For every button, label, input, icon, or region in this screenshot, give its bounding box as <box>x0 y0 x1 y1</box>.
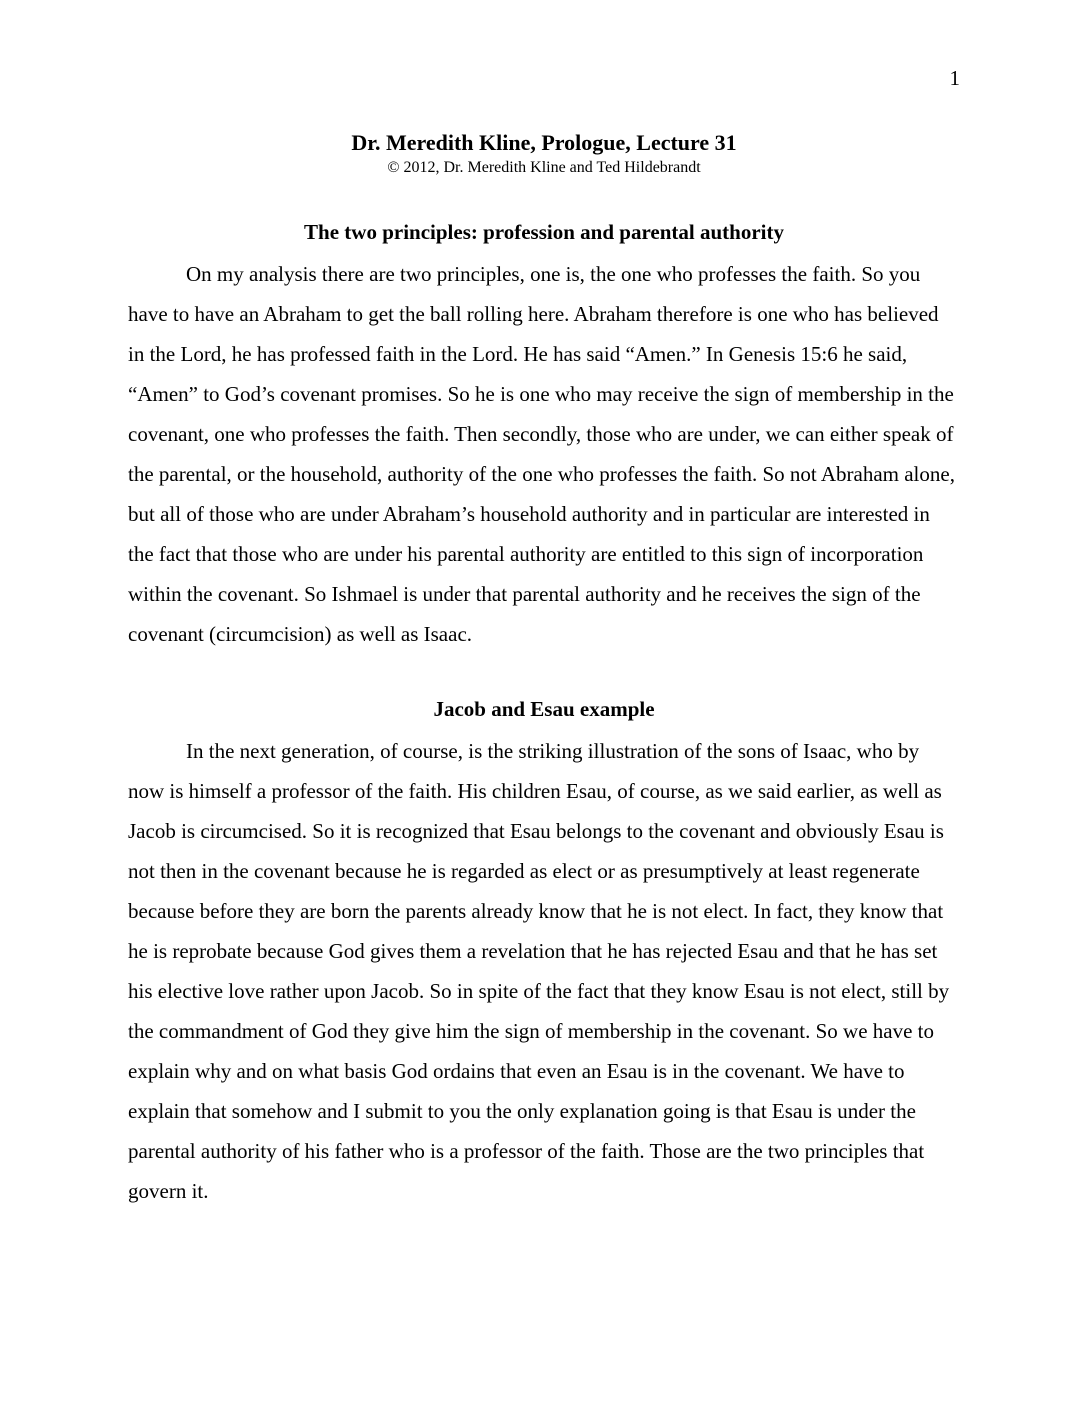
copyright-line: © 2012, Dr. Meredith Kline and Ted Hildebrandt <box>387 159 701 176</box>
page-number: 1 <box>949 66 960 90</box>
section-jacob-esau <box>128 696 960 1211</box>
section-heading: The two principles: profession and parental authority <box>304 220 784 244</box>
lecture-title: Dr. Meredith Kline, Prologue, Lecture 31 <box>351 130 737 155</box>
section-two-principles <box>128 219 960 654</box>
section-heading: Jacob and Esau example <box>433 697 655 721</box>
section-paragraph: In the next generation, of course, is the striking illustration of the sons of Isaac, who by now is himself a professor of the faith. His children Esau, of course, as we said earlier, as well as Jacob is circumcised. So it is recognized that Esau belongs to the covenant and obviously Esau is not then in the covenant because he is regarded as elect or as presumptively at least regenerate because before they are born the parents already know that he is not elect. In fact, they know that he is reprobate because God gives them a revelation that he has rejected Esau and that he has set his elective love rather upon Jacob. So in spite of the fact that they know Esau is not elect, still by the commandment of God they give him the sign of membership in the covenant. So we have to explain why and on what basis God ordains that even an Esau is in the covenant. We have to explain that somehow and I submit to you the only explanation going is that Esau is under the parental authority of his father who is a professor of the faith. Those are the two principles that govern it. <box>128 739 950 1203</box>
section-paragraph: On my analysis there are two principles, one is, the one who professes the faith. So you have to have an Abraham to get the ball rolling here. Abraham therefore is one who has believed in the Lord, he has professed faith in the Lord. He has said “Amen.” In Genesis 15:6 he said, “Amen” to God’s covenant promises. So he is one who may receive the sign of membership in the covenant, one who professes the faith. Then secondly, those who are under, we can either speak of the parental, or the household, authority of the one who professes the faith. So not Abraham alone, but all of those who are under Abraham’s household authority and in particular are interested in the fact that those who are under his parental authority are entitled to this sign of incorporation within the covenant. So Ishmael is under that parental authority and he receives the sign of the covenant (circumcision) as well as Isaac. <box>128 262 955 646</box>
